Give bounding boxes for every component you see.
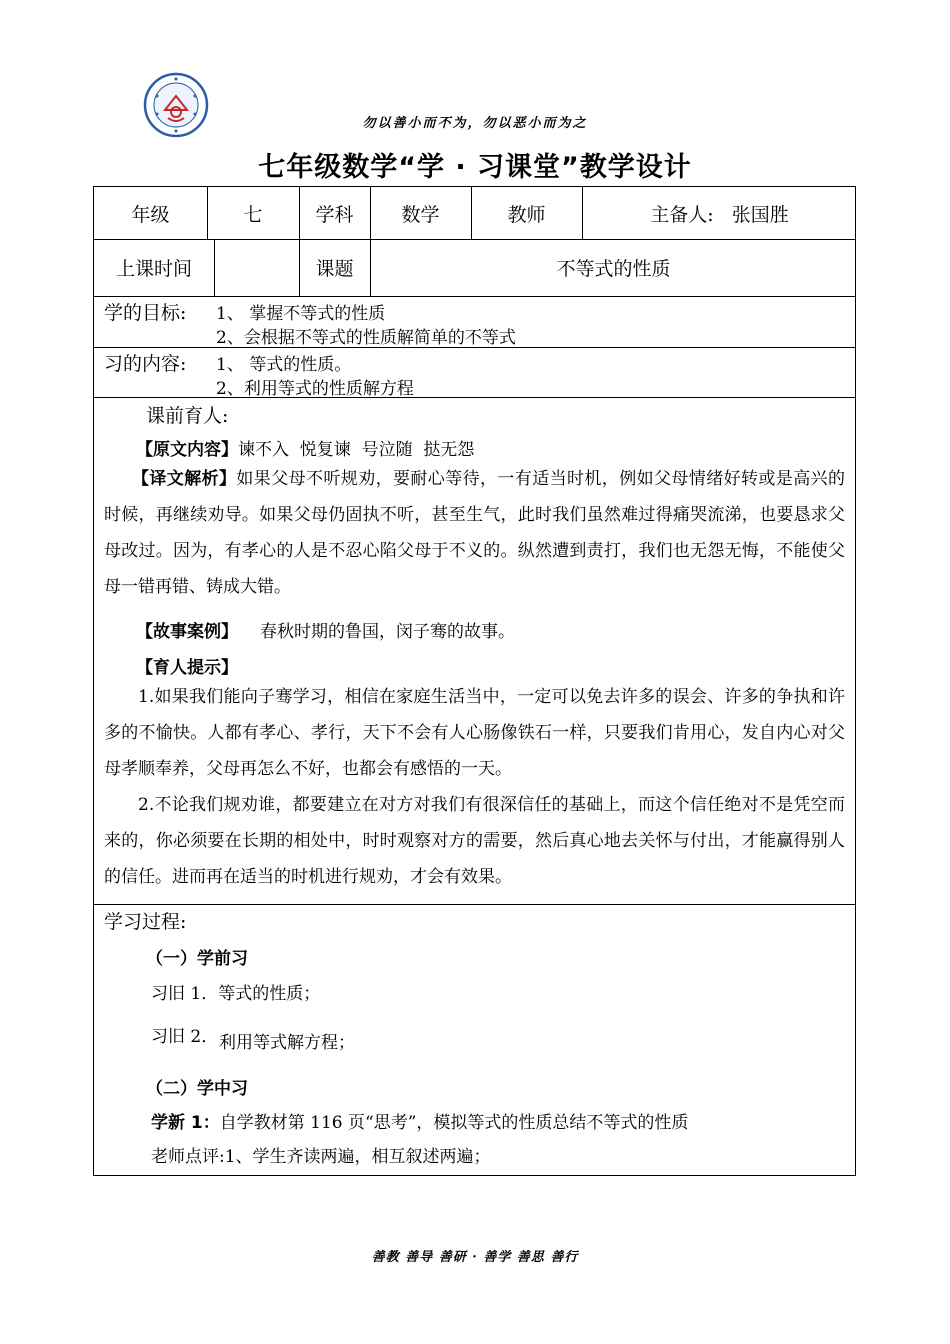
- process-label: 学习过程:: [104, 911, 187, 933]
- grade-value: 七: [243, 203, 263, 226]
- content-item: 1、 等式的性质。: [216, 355, 352, 375]
- new-study-1-text: 自学教材第 116 页“思考”，模拟等式的性质总结不等式的性质: [219, 1113, 689, 1133]
- teacher-comment: 老师点评:1、学生齐读两遍，相互叙述两遍；: [151, 1147, 491, 1167]
- class-time-label: 上课时间: [115, 258, 192, 280]
- content-label: 习的内容:: [104, 353, 187, 375]
- preparer-name: 主备人: 张国胜: [650, 203, 789, 226]
- objectives-label: 学的目标:: [104, 302, 187, 324]
- objective-item: 1、 掌握不等式的性质: [216, 304, 386, 324]
- subject-value: 数学: [401, 203, 440, 226]
- story-line: [136, 617, 515, 642]
- new-study-1: [151, 1108, 688, 1133]
- review-1: 习旧 1．等式的性质；: [151, 984, 321, 1004]
- mid-study-heading: （二）学中习: [146, 1079, 248, 1099]
- new-study-1-label: 学新 1：: [151, 1113, 220, 1133]
- lesson-table: [93, 186, 856, 1176]
- topic-label: 课题: [315, 258, 354, 280]
- teacher-label: 教师: [507, 203, 546, 226]
- topic-value: 不等式的性质: [556, 258, 671, 280]
- objective-item: 2、会根据不等式的性质解简单的不等式: [216, 328, 516, 348]
- process-section: [94, 904, 855, 1176]
- class-time-value: [214, 239, 299, 296]
- grade-label: 年级: [131, 203, 170, 226]
- translation-paragraph: [104, 461, 845, 605]
- objectives-section: [94, 296, 855, 347]
- story-tag: 【故事案例】: [136, 622, 238, 642]
- review-2-text: 利用等式解方程；: [219, 1033, 355, 1053]
- page-title: 七年级数学“学 · 习课堂”教学设计: [258, 152, 692, 183]
- subject-label: 学科: [315, 203, 354, 226]
- story-text: 春秋时期的鲁国，闵子骞的故事。: [260, 622, 515, 642]
- content-section: [94, 347, 855, 397]
- moral-label: 课前育人:: [146, 405, 229, 427]
- translation-text: 如果父母不听规劝，要耐心等待，一有适当时机，例如父母情绪好转或是高兴的时候，再继续劝导。如果父母仍固执不听，甚至生气，此时我们虽然难过得痛哭流涕，也要恳求父母改过。因为，有孝心的人是不忍心陷父母于不义的。纵然遭到责打，我们也无怨无悔，不能使父母一错再错、铸成大错。: [104, 469, 846, 597]
- tip-1: 1.如果我们能向子骞学习，相信在家庭生活当中，一定可以免去许多的误会、许多的争执和许多的不愉快。人都有孝心、孝行，天下不会有人心肠像铁石一样，只要我们肯用心，发自内心对父母孝顺奉养，父母再怎么不好，也都会有感悟的一天。: [104, 687, 845, 779]
- motto: 勿以善小而不为，勿以恶小而为之: [362, 116, 588, 131]
- content-item: 2、利用等式的性质解方程: [216, 379, 414, 399]
- moral-section: [94, 397, 855, 904]
- footer-slogan: 善教 善导 善研 · 善学 善思 善行: [371, 1250, 579, 1265]
- translation-tag: 【译文解析】: [132, 469, 237, 489]
- original-tag: 【原文内容】: [136, 440, 238, 460]
- tip-2: 2.不论我们规劝谁，都要建立在对方对我们有很深信任的基础上，而这个信任绝对不是凭空而来的，你必须要在长期的相处中，时时观察对方的需要，然后真心地去关怀与付出，才能赢得别人的信任。进而再在适当的时机进行规劝，才会有效果。: [104, 795, 845, 887]
- review-2-label: 习旧 2．: [151, 1027, 219, 1047]
- original-text-line: [136, 435, 474, 460]
- tips-tag: 【育人提示】: [136, 658, 238, 678]
- pre-study-heading: （一）学前习: [146, 949, 248, 969]
- original-text: 谏不入 悦复谏 号泣随 挞无怨: [238, 440, 475, 460]
